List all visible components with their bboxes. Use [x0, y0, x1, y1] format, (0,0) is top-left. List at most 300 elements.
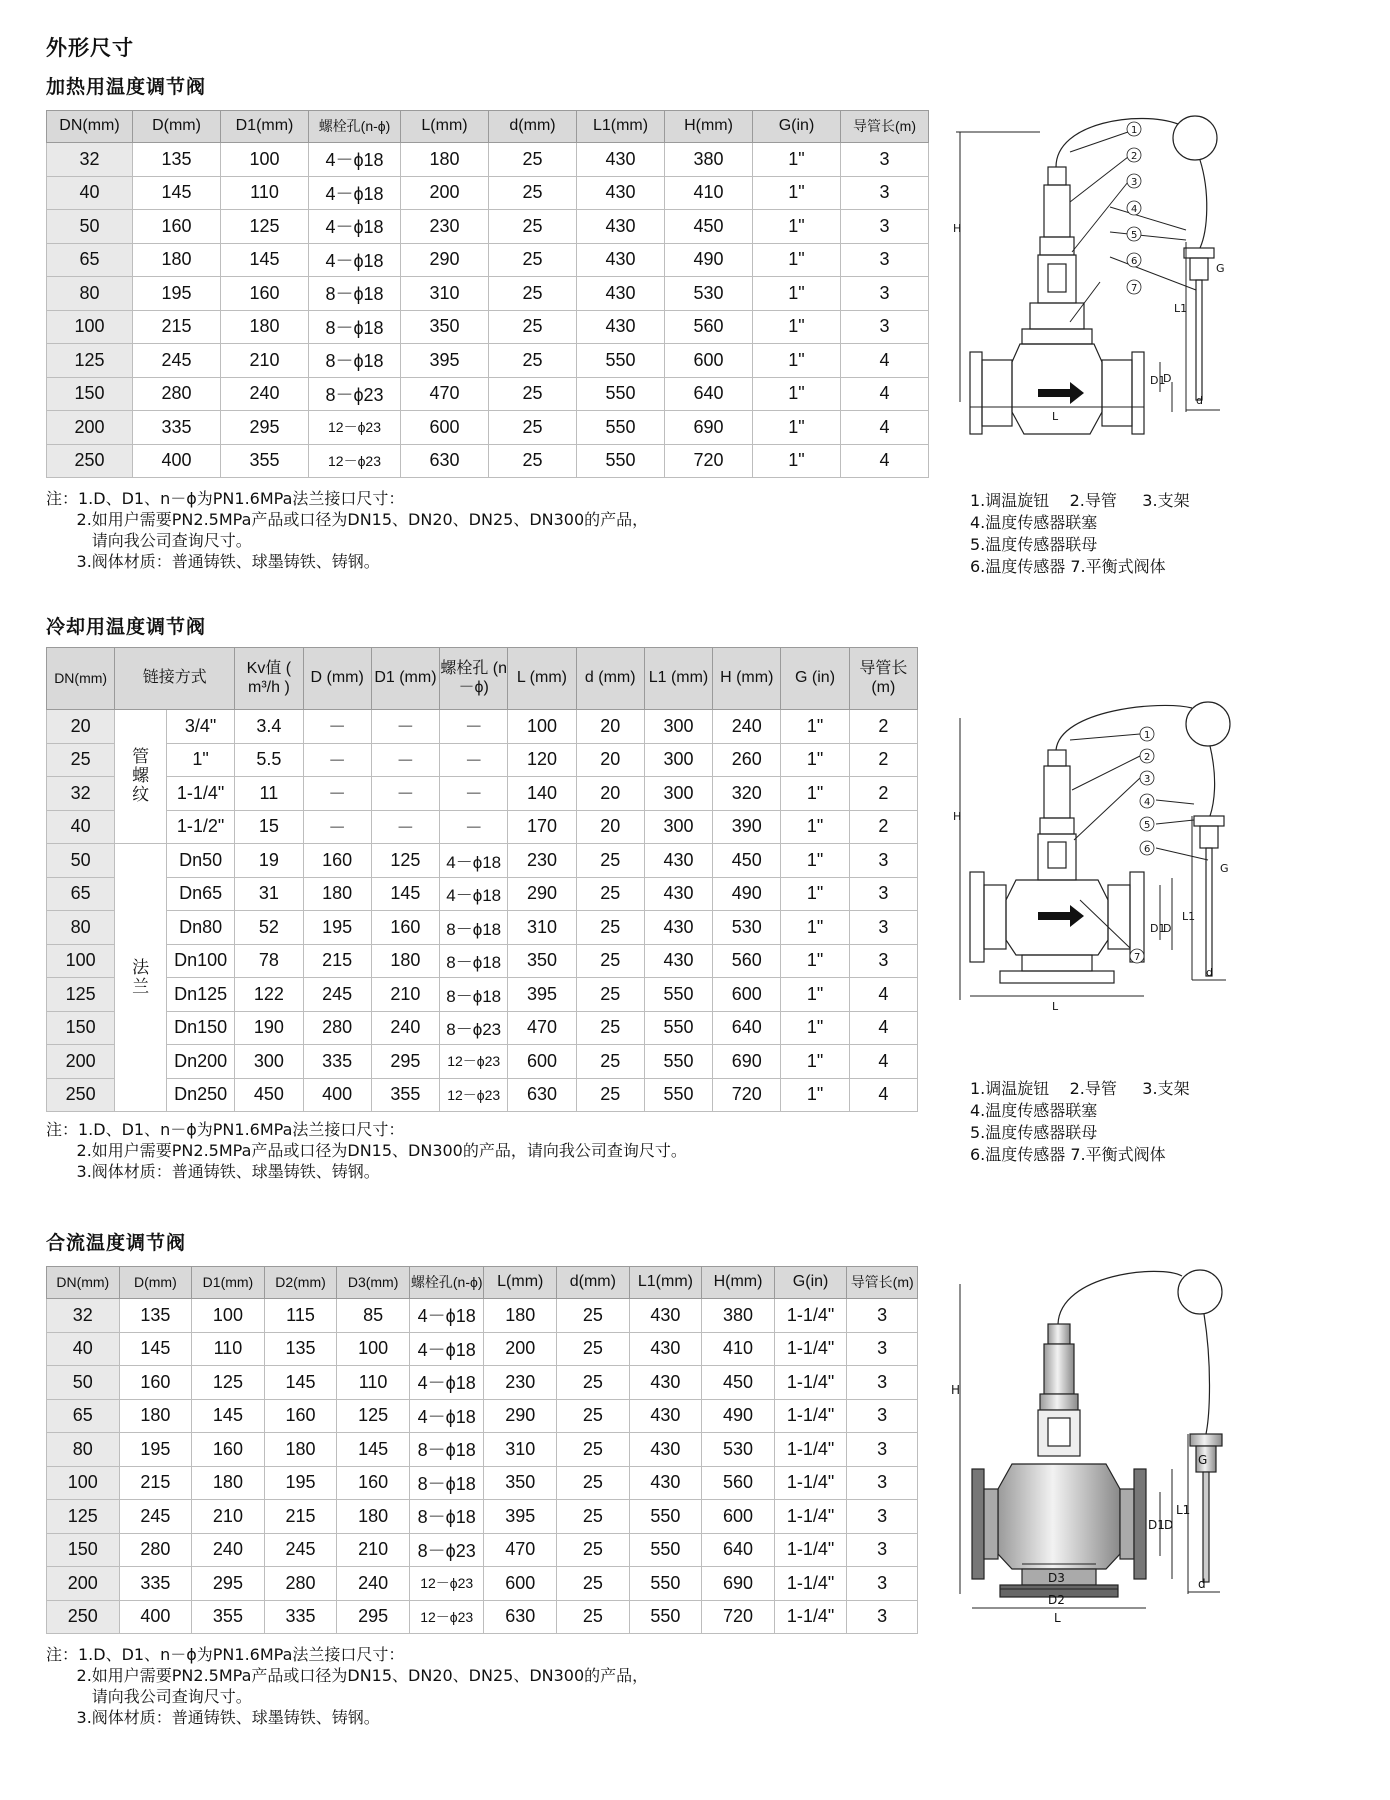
table-cell: 3/4": [166, 710, 234, 744]
table-cell: 25: [557, 1500, 630, 1534]
table-cell: 3: [849, 844, 917, 878]
col-header: 导管长(m): [841, 111, 929, 143]
col-header: DN(mm): [47, 1267, 120, 1299]
col-header: D1 (mm): [371, 648, 439, 710]
table-cell: 310: [484, 1433, 557, 1467]
callout-1: 1: [1144, 730, 1151, 741]
table-cell: 290: [508, 877, 576, 911]
table-cell: 470: [401, 377, 489, 411]
table-cell: 25: [489, 377, 577, 411]
table-cell: 25: [489, 411, 577, 445]
table-cell: 245: [133, 344, 221, 378]
table-cell: 1-1/4": [774, 1466, 847, 1500]
table-row: [47, 1433, 918, 1467]
table-cell: 25: [489, 277, 577, 311]
table-cell: 120: [508, 743, 576, 777]
table-cell: 290: [401, 243, 489, 277]
table-cell: 1": [781, 710, 849, 744]
d-small-label: d: [1196, 394, 1203, 407]
table-cell: 310: [508, 911, 576, 945]
table-cell: 12－ϕ23: [440, 1045, 508, 1079]
table-cell: Dn80: [166, 911, 234, 945]
table-cell: 350: [401, 310, 489, 344]
table-cell: 3: [849, 944, 917, 978]
table-cell: 8－ϕ18: [309, 344, 401, 378]
table-cell: 80: [47, 1433, 120, 1467]
table-cell: 32: [47, 143, 133, 177]
group-flange: 法 兰: [115, 844, 167, 1112]
table-cell: 160: [337, 1466, 410, 1500]
table-row: [47, 1332, 918, 1366]
table-cell: 12－ϕ23: [440, 1078, 508, 1112]
table-row: [47, 310, 929, 344]
table-cell: 4: [849, 1078, 917, 1112]
table-cell: 640: [702, 1533, 775, 1567]
table-cell: 3: [847, 1567, 918, 1601]
d1-label: D1: [1150, 922, 1166, 935]
table-cell: 195: [264, 1466, 337, 1500]
table-cell: 550: [577, 377, 665, 411]
table-row: [47, 1011, 918, 1045]
table-cell: 195: [133, 277, 221, 311]
table-cell: 1-1/4": [774, 1366, 847, 1400]
col-header: G (in): [781, 648, 849, 710]
callout-3: 3: [1144, 774, 1151, 785]
table-cell: 180: [264, 1433, 337, 1467]
table-cell: 550: [577, 344, 665, 378]
table-cell: 8－ϕ18: [440, 944, 508, 978]
table-cell: 550: [644, 1011, 712, 1045]
table-cell: 300: [644, 743, 712, 777]
callout-7: 7: [1134, 952, 1141, 963]
table-cell: 180: [303, 877, 371, 911]
table-cell: 560: [665, 310, 753, 344]
table-cell: 1-1/4": [774, 1500, 847, 1534]
table-row: [47, 411, 929, 445]
table-cell: 1": [781, 1045, 849, 1079]
table-cell: 1": [753, 411, 841, 445]
table-cell: 3: [847, 1466, 918, 1500]
table-cell: 100: [47, 310, 133, 344]
table-cell: Dn65: [166, 877, 234, 911]
l1-label: L1: [1174, 302, 1188, 315]
g-label: G: [1198, 1453, 1208, 1467]
table-cell: 8－ϕ18: [440, 978, 508, 1012]
table-cell: 395: [484, 1500, 557, 1534]
table-cell: 25: [576, 1078, 644, 1112]
table-cell: 4: [849, 1011, 917, 1045]
col-header: D (mm): [303, 648, 371, 710]
table-cell: 300: [235, 1045, 303, 1079]
table-cell: 25: [576, 877, 644, 911]
table-cell: 5.5: [235, 743, 303, 777]
table-cell: 230: [401, 210, 489, 244]
table-cell: 245: [264, 1533, 337, 1567]
table-cell: 640: [713, 1011, 781, 1045]
table-cell: 230: [484, 1366, 557, 1400]
table-cell: 355: [192, 1600, 265, 1634]
table-cell: 430: [577, 176, 665, 210]
table-cell: 3: [849, 877, 917, 911]
table-cell: Dn200: [166, 1045, 234, 1079]
table-cell: 1-1/4": [774, 1299, 847, 1333]
table-cell: 4－ϕ18: [440, 844, 508, 878]
table-cell: 110: [337, 1366, 410, 1400]
table-cell: 300: [644, 810, 712, 844]
table-cell: 430: [629, 1299, 702, 1333]
g-label: G: [1216, 262, 1225, 275]
table-cell: 1-1/4": [774, 1600, 847, 1634]
table-cell: 430: [577, 277, 665, 311]
callout-6: 6: [1144, 844, 1151, 855]
table-cell: －: [303, 777, 371, 811]
table-cell: 150: [47, 377, 133, 411]
table-cell: 200: [401, 176, 489, 210]
callout-2: 2: [1144, 752, 1151, 763]
table-row: [47, 1533, 918, 1567]
d2-label: D2: [1048, 1593, 1065, 1607]
table-cell: 20: [576, 743, 644, 777]
table-cell: 380: [702, 1299, 775, 1333]
table-cell: 430: [577, 243, 665, 277]
table-cell: 145: [264, 1366, 337, 1400]
table-cell: 4: [841, 344, 929, 378]
table-cell: 550: [629, 1500, 702, 1534]
table-cell: 4－ϕ18: [309, 176, 401, 210]
col-header: d(mm): [557, 1267, 630, 1299]
table-cell: －: [371, 777, 439, 811]
table-cell: 1": [753, 277, 841, 311]
table-row: [47, 1399, 918, 1433]
col-header: L(mm): [484, 1267, 557, 1299]
table-cell: 200: [47, 411, 133, 445]
col-header: D1(mm): [221, 111, 309, 143]
table-cell: 145: [337, 1433, 410, 1467]
table-cell: －: [303, 710, 371, 744]
table-cell: 125: [221, 210, 309, 244]
table-cell: 720: [702, 1600, 775, 1634]
table-cell: 470: [484, 1533, 557, 1567]
table-cell: 1-1/4": [774, 1399, 847, 1433]
table-cell: 52: [235, 911, 303, 945]
table-cell: 550: [629, 1567, 702, 1601]
table-cell: 1": [753, 344, 841, 378]
callout-4: 4: [1131, 204, 1138, 215]
table-cell: 25: [489, 344, 577, 378]
table-cell: 4－ϕ18: [409, 1299, 484, 1333]
table-cell: 1-1/4": [774, 1567, 847, 1601]
table-cell: 240: [371, 1011, 439, 1045]
table-row: [47, 243, 929, 277]
table-cell: 600: [508, 1045, 576, 1079]
table-cell: 12－ϕ23: [409, 1600, 484, 1634]
table-cell: 190: [235, 1011, 303, 1045]
table-cell: 4: [849, 1045, 917, 1079]
table-cell: 350: [508, 944, 576, 978]
col-header: D(mm): [133, 111, 221, 143]
table-cell: 260: [713, 743, 781, 777]
table-cell: 215: [133, 310, 221, 344]
col-header: Kv值 ( m³/h ): [235, 648, 303, 710]
callout-3: 3: [1131, 177, 1138, 188]
table-cell: 550: [629, 1533, 702, 1567]
table-cell: 400: [119, 1600, 192, 1634]
table-cell: 1-1/4": [774, 1433, 847, 1467]
table-cell: －: [440, 777, 508, 811]
table-cell: 110: [192, 1332, 265, 1366]
table-cell: 145: [221, 243, 309, 277]
table-cell: 1-1/2": [166, 810, 234, 844]
d1-label: D1: [1150, 374, 1166, 387]
callout-5: 5: [1144, 820, 1151, 831]
col-header: DN(mm): [47, 648, 115, 710]
table-cell: 125: [337, 1399, 410, 1433]
table-cell: 31: [235, 877, 303, 911]
table-cell: 100: [192, 1299, 265, 1333]
col-header: H(mm): [702, 1267, 775, 1299]
table-cell: 1-1/4": [166, 777, 234, 811]
table-cell: 3: [841, 277, 929, 311]
heating-table: [46, 110, 929, 478]
table-cell: 450: [713, 844, 781, 878]
table-cell: 80: [47, 277, 133, 311]
table-cell: 160: [192, 1433, 265, 1467]
table-cell: 215: [119, 1466, 192, 1500]
table-cell: 550: [629, 1600, 702, 1634]
table-cell: 280: [264, 1567, 337, 1601]
table-cell: 550: [644, 978, 712, 1012]
table-cell: 115: [264, 1299, 337, 1333]
table-cell: 3: [847, 1533, 918, 1567]
table-row: [47, 210, 929, 244]
table-cell: 640: [665, 377, 753, 411]
table-cell: 4－ϕ18: [409, 1332, 484, 1366]
table-cell: 50: [47, 1366, 120, 1400]
col-header: L (mm): [508, 648, 576, 710]
h-label: H: [953, 222, 962, 235]
callout-5: 5: [1131, 230, 1138, 241]
table-cell: 180: [484, 1299, 557, 1333]
table-row: [47, 743, 918, 777]
table-cell: 65: [47, 1399, 120, 1433]
l1-label: L1: [1176, 1503, 1191, 1517]
heating-legend: 1.调温旋钮 2.导管 3.支架 4.温度传感器联塞 5.温度传感器联母 6.温度传感器 7.平衡式阀体: [970, 491, 1190, 576]
table-cell: 240: [192, 1533, 265, 1567]
table-cell: 310: [401, 277, 489, 311]
table-cell: 430: [629, 1332, 702, 1366]
table-cell: 1-1/4": [774, 1533, 847, 1567]
table-cell: 20: [576, 777, 644, 811]
table-cell: 1": [781, 777, 849, 811]
table-cell: 8－ϕ18: [309, 277, 401, 311]
table-cell: 215: [264, 1500, 337, 1534]
table-cell: 25: [576, 844, 644, 878]
table-cell: 250: [47, 1600, 120, 1634]
d-small-label: d: [1198, 1577, 1206, 1591]
table-cell: 215: [303, 944, 371, 978]
table-row: [47, 710, 918, 744]
table-cell: 25: [489, 444, 577, 478]
table-row: [47, 444, 929, 478]
cooling-valve-diagram: [953, 700, 1250, 1060]
table-cell: 12－ϕ23: [309, 444, 401, 478]
table-cell: 335: [303, 1045, 371, 1079]
table-row: [47, 176, 929, 210]
table-cell: 630: [484, 1600, 557, 1634]
table-cell: 80: [47, 911, 115, 945]
table-cell: 180: [119, 1399, 192, 1433]
table-cell: 8－ϕ18: [409, 1466, 484, 1500]
table-cell: 550: [644, 1078, 712, 1112]
col-header: D(mm): [119, 1267, 192, 1299]
table-row: [47, 277, 929, 311]
table-cell: 25: [576, 1011, 644, 1045]
col-header: 导管长 (m): [849, 648, 917, 710]
table-cell: 210: [221, 344, 309, 378]
table-cell: 100: [221, 143, 309, 177]
d-small-label: d: [1206, 966, 1213, 979]
table-cell: Dn125: [166, 978, 234, 1012]
table-cell: 3: [849, 911, 917, 945]
table-cell: 195: [303, 911, 371, 945]
table-cell: 3: [841, 243, 929, 277]
h-label: H: [953, 810, 962, 823]
col-header: D1(mm): [192, 1267, 265, 1299]
col-header: 螺栓孔(n-ϕ): [409, 1267, 484, 1299]
table-cell: －: [440, 810, 508, 844]
table-cell: 1": [781, 911, 849, 945]
table-cell: 560: [702, 1466, 775, 1500]
table-row: [47, 1366, 918, 1400]
table-cell: 1": [781, 978, 849, 1012]
table-cell: 200: [47, 1567, 120, 1601]
table-cell: 195: [119, 1433, 192, 1467]
table-row: [47, 1078, 918, 1112]
table-cell: 430: [629, 1433, 702, 1467]
table-cell: 280: [119, 1533, 192, 1567]
table-cell: 2: [849, 777, 917, 811]
table-cell: 135: [119, 1299, 192, 1333]
table-cell: 3: [841, 143, 929, 177]
table-cell: 3: [841, 310, 929, 344]
table-row: [47, 944, 918, 978]
table-cell: 530: [665, 277, 753, 311]
table-cell: 720: [665, 444, 753, 478]
cooling-notes: 注：1.D、D1、n－ϕ为PN1.6MPa法兰接口尺寸： 2.如用户需要PN2.5MPa产品或口径为DN15、DN300的产品，请向我公司查询尺寸。 3.阀体材质：普通铸铁、球墨铸铁、铸钢。: [46, 1120, 687, 1181]
table-cell: Dn250: [166, 1078, 234, 1112]
table-row: [47, 1567, 918, 1601]
table-cell: 1": [781, 743, 849, 777]
table-cell: 4－ϕ18: [309, 243, 401, 277]
table-cell: －: [303, 810, 371, 844]
table-cell: 395: [401, 344, 489, 378]
table-cell: 40: [47, 1332, 120, 1366]
table-cell: 530: [702, 1433, 775, 1467]
table-cell: 355: [371, 1078, 439, 1112]
table-cell: 395: [508, 978, 576, 1012]
table-cell: 550: [644, 1045, 712, 1079]
table-cell: 85: [337, 1299, 410, 1333]
table-cell: 180: [221, 310, 309, 344]
table-cell: 240: [337, 1567, 410, 1601]
table-cell: 450: [702, 1366, 775, 1400]
table-cell: 245: [119, 1500, 192, 1534]
table-cell: 380: [665, 143, 753, 177]
table-cell: 430: [629, 1399, 702, 1433]
table-cell: 550: [577, 444, 665, 478]
table-cell: 135: [264, 1332, 337, 1366]
table-cell: 100: [47, 1466, 120, 1500]
table-cell: 720: [713, 1078, 781, 1112]
table-cell: 25: [489, 243, 577, 277]
h-label: H: [951, 1383, 961, 1397]
callout-2: 2: [1131, 151, 1138, 162]
table-cell: 560: [713, 944, 781, 978]
table-cell: 125: [47, 344, 133, 378]
l1-label: L1: [1182, 910, 1196, 923]
table-cell: 150: [47, 1011, 115, 1045]
col-header: H (mm): [713, 648, 781, 710]
table-cell: 15: [235, 810, 303, 844]
table-cell: －: [371, 743, 439, 777]
table-cell: 12－ϕ23: [309, 411, 401, 445]
table-cell: 295: [192, 1567, 265, 1601]
table-cell: 430: [644, 877, 712, 911]
table-cell: 2: [849, 810, 917, 844]
table-cell: 12－ϕ23: [409, 1567, 484, 1601]
table-cell: 160: [119, 1366, 192, 1400]
table-cell: 160: [221, 277, 309, 311]
table-row: [47, 1600, 918, 1634]
table-cell: 25: [489, 176, 577, 210]
table-cell: 1": [753, 143, 841, 177]
table-cell: 3: [841, 210, 929, 244]
col-header: L1(mm): [629, 1267, 702, 1299]
table-row: [47, 877, 918, 911]
page-title: 外形尺寸: [46, 36, 134, 60]
table-cell: 25: [557, 1600, 630, 1634]
table-cell: 410: [702, 1332, 775, 1366]
table-cell: 1": [753, 210, 841, 244]
table-cell: 1": [753, 243, 841, 277]
table-row: [47, 844, 918, 878]
table-cell: 3: [847, 1399, 918, 1433]
table-cell: 335: [119, 1567, 192, 1601]
d3-label: D3: [1048, 1571, 1065, 1585]
heating-valve-diagram: [953, 112, 1250, 477]
table-cell: 3: [847, 1433, 918, 1467]
table-cell: 160: [371, 911, 439, 945]
col-header: L1 (mm): [644, 648, 712, 710]
col-header: H(mm): [665, 111, 753, 143]
table-cell: 8－ϕ18: [409, 1500, 484, 1534]
table-cell: 210: [371, 978, 439, 1012]
table-cell: 100: [508, 710, 576, 744]
table-cell: 410: [665, 176, 753, 210]
table-cell: 20: [47, 710, 115, 744]
table-cell: 430: [577, 210, 665, 244]
table-cell: 335: [133, 411, 221, 445]
table-cell: 25: [47, 743, 115, 777]
table-cell: 4－ϕ18: [440, 877, 508, 911]
col-header: 导管长(m): [847, 1267, 918, 1299]
table-cell: 180: [133, 243, 221, 277]
table-cell: 1": [166, 743, 234, 777]
table-cell: 355: [221, 444, 309, 478]
table-cell: 125: [371, 844, 439, 878]
table-cell: 4: [849, 978, 917, 1012]
d1-label: D1: [1148, 1518, 1165, 1532]
